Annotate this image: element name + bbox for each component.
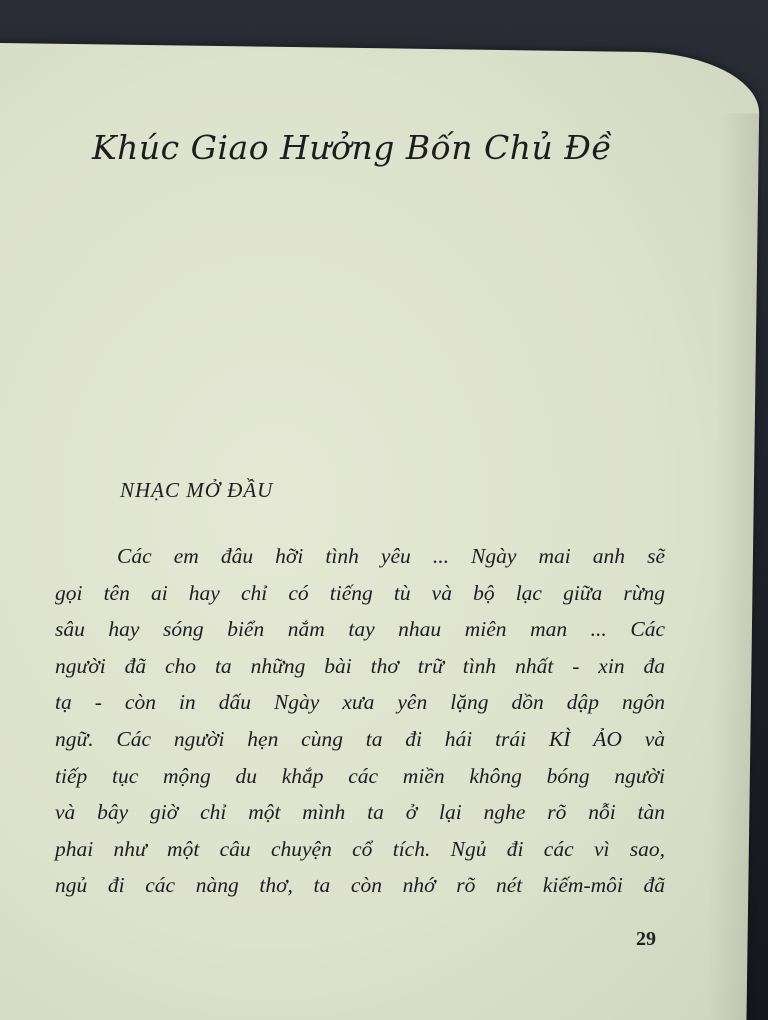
body-line: Các em đâu hỡi tình yêu ... Ngày mai anh sẽ <box>117 544 665 568</box>
body-line: ngủ đi các nàng thơ, ta còn nhớ rõ nét kiếm-môi đã <box>55 873 665 898</box>
body-text <box>55 538 665 904</box>
body-line: tạ - còn in dấu Ngày xưa yên lặng dồn dập ngôn <box>55 690 665 715</box>
body-line: người đã cho ta những bài thơ trữ tình nhất - xin đa <box>55 653 665 678</box>
body-line: ngữ. Các người hẹn cùng ta đi hái trái KÌ ẢO và <box>55 726 665 751</box>
page-title: Khúc Giao Hưởng Bốn Chủ Đề <box>92 128 613 167</box>
body-line: phai như một câu chuyện cổ tích. Ngủ đi các vì sao, <box>55 836 665 861</box>
section-heading: NHẠC MỞ ĐẦU <box>120 478 274 502</box>
page-fold-shadow <box>706 113 759 1020</box>
body-line: sâu hay sóng biển nắm tay nhau miên man ... Các <box>55 617 665 642</box>
page-number: 29 <box>636 928 656 950</box>
body-line: và bây giờ chỉ một mình ta ở lại nghe rõ nỗi tàn <box>55 800 665 825</box>
body-line: tiếp tục mộng du khắp các miền không bóng người <box>55 763 665 788</box>
body-line: gọi tên ai hay chỉ có tiếng tù và bộ lạc giữa rừng <box>55 580 665 605</box>
